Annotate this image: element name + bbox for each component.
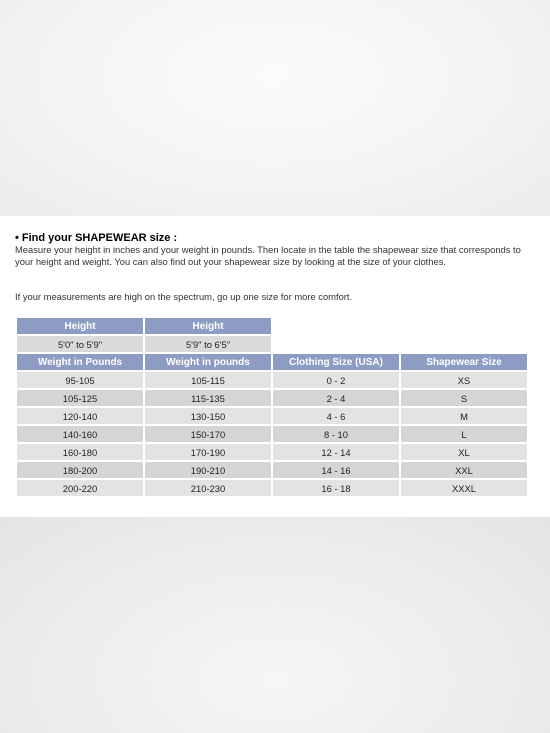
table-cell: XL [401,444,527,460]
table-cell: 210-230 [145,480,271,496]
table-cell: 95-105 [17,372,143,388]
table-cell: 105-125 [17,390,143,406]
height-label-1: Height [17,318,143,334]
empty-cell [401,318,527,334]
table-cell: L [401,426,527,442]
table-cell: 130-150 [145,408,271,424]
table-cell: 8 - 10 [273,426,399,442]
table-row [17,372,527,388]
table-cell: XXL [401,462,527,478]
height-label-2: Height [145,318,271,334]
table-cell: 200-220 [17,480,143,496]
table-row [17,480,527,496]
table-cell: XS [401,372,527,388]
column-header-shapewear-size: Shapewear Size [401,354,527,370]
height-label-row [17,318,527,334]
table-row [17,462,527,478]
column-header-clothing-size: Clothing Size (USA) [273,354,399,370]
table-cell: 0 - 2 [273,372,399,388]
height-value-1: 5'0" to 5'9" [17,336,143,352]
table-cell: S [401,390,527,406]
instructions-paragraph: Measure your height in inches and your weight in pounds. Then locate in the table the shapewear size that corresponds to your height and weight. You can also find out your shapewear size by looking at the size of your clothes. [15,244,521,267]
height-value-row [17,336,527,352]
size-guide-heading: • Find your SHAPEWEAR size : [15,232,178,244]
size-table [15,316,529,498]
table-cell: 140-160 [17,426,143,442]
table-cell: 115-135 [145,390,271,406]
table-cell: 150-170 [145,426,271,442]
height-value-2: 5'9" to 6'5" [145,336,271,352]
table-row [17,444,527,460]
table-cell: 120-140 [17,408,143,424]
table-cell: 16 - 18 [273,480,399,496]
table-cell: M [401,408,527,424]
table-cell: 170-190 [145,444,271,460]
empty-cell [273,318,399,334]
empty-cell [273,336,399,352]
column-header-row [17,354,527,370]
empty-cell [401,336,527,352]
size-guide-panel [0,216,550,517]
column-header-weight-1: Weight in Pounds [17,354,143,370]
table-row [17,426,527,442]
column-header-weight-2: Weight in pounds [145,354,271,370]
table-cell: 14 - 16 [273,462,399,478]
table-cell: 105-115 [145,372,271,388]
background-bottom [0,517,550,733]
sizing-tip-paragraph: If your measurements are high on the spectrum, go up one size for more comfort. [15,291,353,302]
table-cell: XXXL [401,480,527,496]
table-row [17,408,527,424]
table-row [17,390,527,406]
table-cell: 4 - 6 [273,408,399,424]
table-cell: 2 - 4 [273,390,399,406]
table-cell: 180-200 [17,462,143,478]
background-top [0,0,550,216]
table-cell: 190-210 [145,462,271,478]
table-cell: 160-180 [17,444,143,460]
table-cell: 12 - 14 [273,444,399,460]
